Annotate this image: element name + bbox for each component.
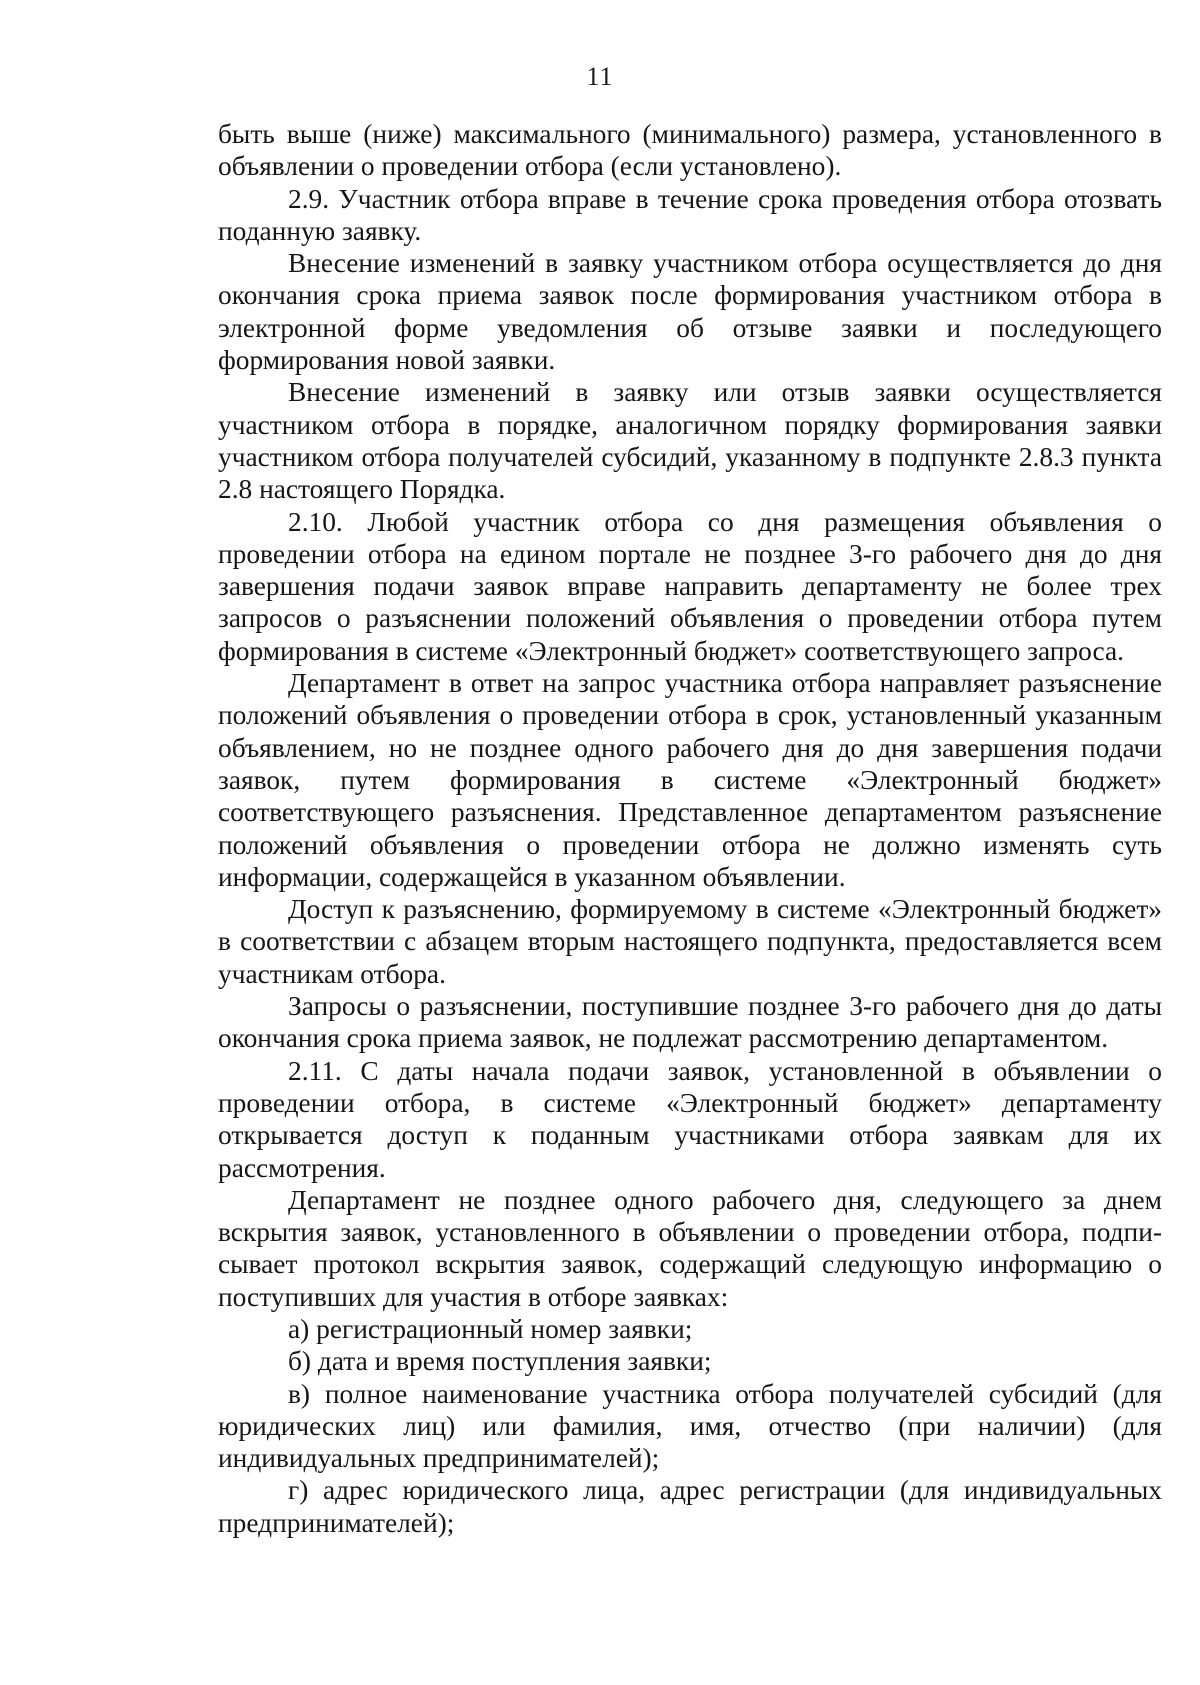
- list-item-b: б) дата и время поступления заявки;: [288, 1346, 712, 1377]
- paragraph-continuation: быть выше (ниже) максимального (минимального) размера, установленного в объявлении о проведении отбора (если установлено).: [218, 119, 1162, 182]
- paragraph: Внесение изменений в заявку или отзыв заявки осуществляется участником отбора в порядке, аналогичном порядку формирования заявки участником отбора получателей субсидий, указанному в подпункте 2.8.3 пункта 2.8 настоящего Порядка.: [218, 377, 1162, 505]
- list-item-g: г) адрес юридического лица, адрес регистрации (для индивидуальных предпринимателей);: [218, 1475, 1162, 1538]
- paragraph: Внесение изменений в заявку участником отбора осуществляется до дня окончания срока приема заявок после формирования участником отбора в электронной форме уведомления об отзыве заявки и последующего формирования новой заявки.: [218, 248, 1162, 376]
- paragraph-2-9: 2.9. Участник отбора вправе в течение срока проведения отбора отозвать поданную заявку.: [218, 183, 1162, 246]
- paragraph: Департамент не позднее одного рабочего дня, следующего за днем вскрытия заявок, установленного в объявлении о проведении отбора, подписывает протокол вскрытия заявок, содержащий следующую информацию о поступивших для участия в отборе заявках:: [218, 1184, 1162, 1312]
- document-body: [218, 118, 1162, 1539]
- list-item-a: а) регистрационный номер заявки;: [288, 1313, 693, 1344]
- list-item-v: в) полное наименование участника отбора получателей субсидий (для юридических лиц) или фамилия, имя, отчество (при наличии) (для индивидуальных предпринимателей);: [218, 1378, 1162, 1474]
- paragraph-2-10: 2.10. Любой участник отбора со дня размещения объявления о проведении отбора на едином портале не позднее 3-го рабочего дня до дня завершения подачи заявок вправе направить департаменту не более трех запросов о разъяснении положений объявления о проведении отбора путем формирования в системе «Электронный бюджет» соответствующего запроса.: [218, 506, 1162, 666]
- paragraph: Запросы о разъяснении, поступившие позднее 3-го рабочего дня до даты окончания срока приема заявок, не подлежат рассмотрению департаментом.: [218, 991, 1162, 1054]
- page-number: 11: [586, 62, 614, 91]
- paragraph-2-11: 2.11. С даты начала подачи заявок, установленной в объявлении о проведении отбора, в системе «Электронный бюджет» департаменту открывается доступ к поданным участниками отбора заявкам для их рассмотрения.: [218, 1055, 1162, 1183]
- paragraph: Департамент в ответ на запрос участника отбора направляет разъяснение положений объявления о проведении отбора в срок, установленный указанным объявлением, но не позднее одного рабочего дня до дня завершения подачи заявок, путем формирования в системе «Электронный бюджет» соответствующего разъяснения. Представленное департаментом разъяснение положений объявления о проведении отбора не должно изменять суть информации, содержащейся в указанном объявлении.: [218, 668, 1162, 892]
- paragraph: Доступ к разъяснению, формируемому в системе «Электронный бюджет» в соответствии с абзацем вторым настоящего подпункта, предоставляется всем участникам отбора.: [218, 894, 1162, 989]
